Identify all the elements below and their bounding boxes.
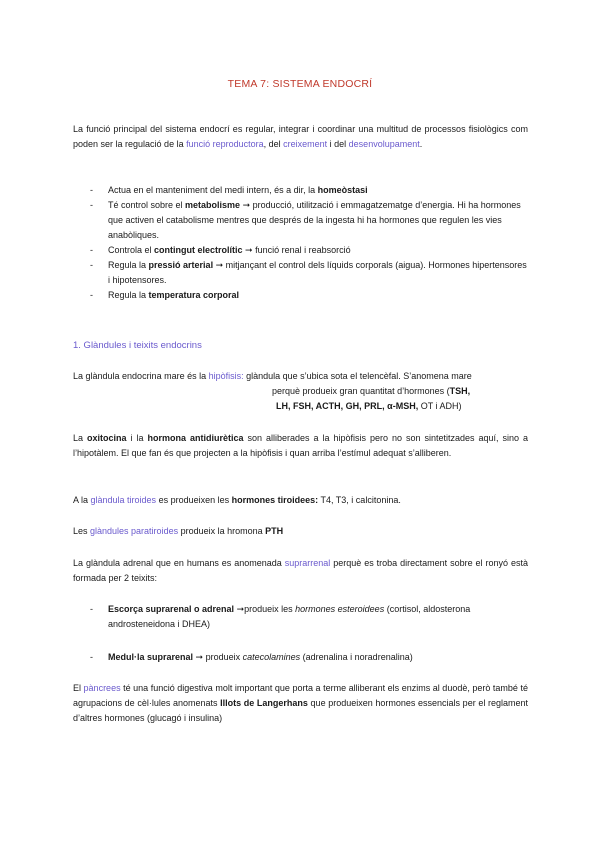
oxitocina-paragraph: La oxitocina i la hormona antidiurètica son alliberades a la hipòfisis pero no son sintetitzades aquí, sino a l’hipotàlem. El que fan és que projecten a la hipòfisis i quan arriba l’estímul adequat s’alliberen. [73,433,528,458]
page-title: TEMA 7: SISTEMA ENDOCRÍ [227,78,373,90]
list-item: - Controla el contingut electrolític ➞ funció renal i reabsorció [90,243,530,258]
highlight-pancrees: pàncrees [83,683,121,693]
intro-text: . [419,139,423,149]
list-item: - Escorça suprarenal o adrenal ➞produeix les hormones esteroidees (cortisol, aldosterona androsteneidona i DHEA) [90,602,530,632]
highlight-creixement: creixement [283,139,328,149]
adrenal-tissues-list [90,602,530,665]
pancrees-paragraph: El pàncrees té una funció digestiva molt important que porta a terme alliberant els enzims al duodè, però també té agrupacions de cèl·lules anomenats Illots de Langerhans que produeixen hormones essencials per el reglament d’altres hormones (glucagó i insulina) [73,683,528,723]
list-item: - Regula la temperatura corporal [90,288,530,303]
intro-text: i del [327,139,349,149]
section-heading: 1. Glàndules i teixits endocrins [73,340,202,351]
adrenal-paragraph: La glàndula adrenal que en humans es anomenada suprarrenal perquè es troba directament sobre el ronyó està formada per 2 teixits: [73,558,528,583]
highlight-paratiroides: glàndules paratiroides [90,526,179,536]
list-item: - Actua en el manteniment del medi intern, és a dir, la homeòstasi [90,183,530,198]
list-item: - Té control sobre el metabolisme ➞ producció, utilització i emmagatzematge d’energia. Hi ha hormones que activen el catabolisme mentres que després de la ingesta hi ha hormones que regulen les vies anabòliques. [90,198,530,243]
intro-text: La funció principal del sistema endocrí es regular, integrar i coordinar una multitud de processos fisiològics com poden ser la regulació de la [73,124,528,149]
list-item: - Medul·la suprarenal ➞ produeix catecolamines (adrenalina i noradrenalina) [90,650,530,665]
paratiroides-paragraph: Les glàndules paratiroides produeix la hromona PTH [73,526,284,536]
hipofisis-hormones: perquè produeix gran quantitat d’hormones (TSH, LH, FSH, ACTH, GH, PRL, α-MSH, OT i ADH) [272,386,471,411]
list-item: - Regula la pressió arterial ➞ mitjançant el control dels líquids corporals (aigua). Hormones hipertensores i hipotensores. [90,258,530,288]
highlight-funcio-reproductora: funció reproductora [186,139,264,149]
hipofisis-paragraph: La glàndula endocrina mare és la hipòfisis: glàndula que s’ubica sota el telencèfal. S’anomena mare [73,371,472,381]
function-list [90,183,530,303]
tiroides-paragraph: A la glàndula tiroides es produeixen les hormones tiroidees: T4, T3, i calcitonina. [73,495,401,505]
highlight-hipofisis: hipòfisis: [208,371,244,381]
intro-text: , del [263,139,284,149]
highlight-desenvolupament: desenvolupament [348,139,420,149]
intro-paragraph [73,122,528,152]
highlight-tiroides: glàndula tiroides [90,495,157,505]
highlight-suprarrenal: suprarrenal [284,558,331,568]
